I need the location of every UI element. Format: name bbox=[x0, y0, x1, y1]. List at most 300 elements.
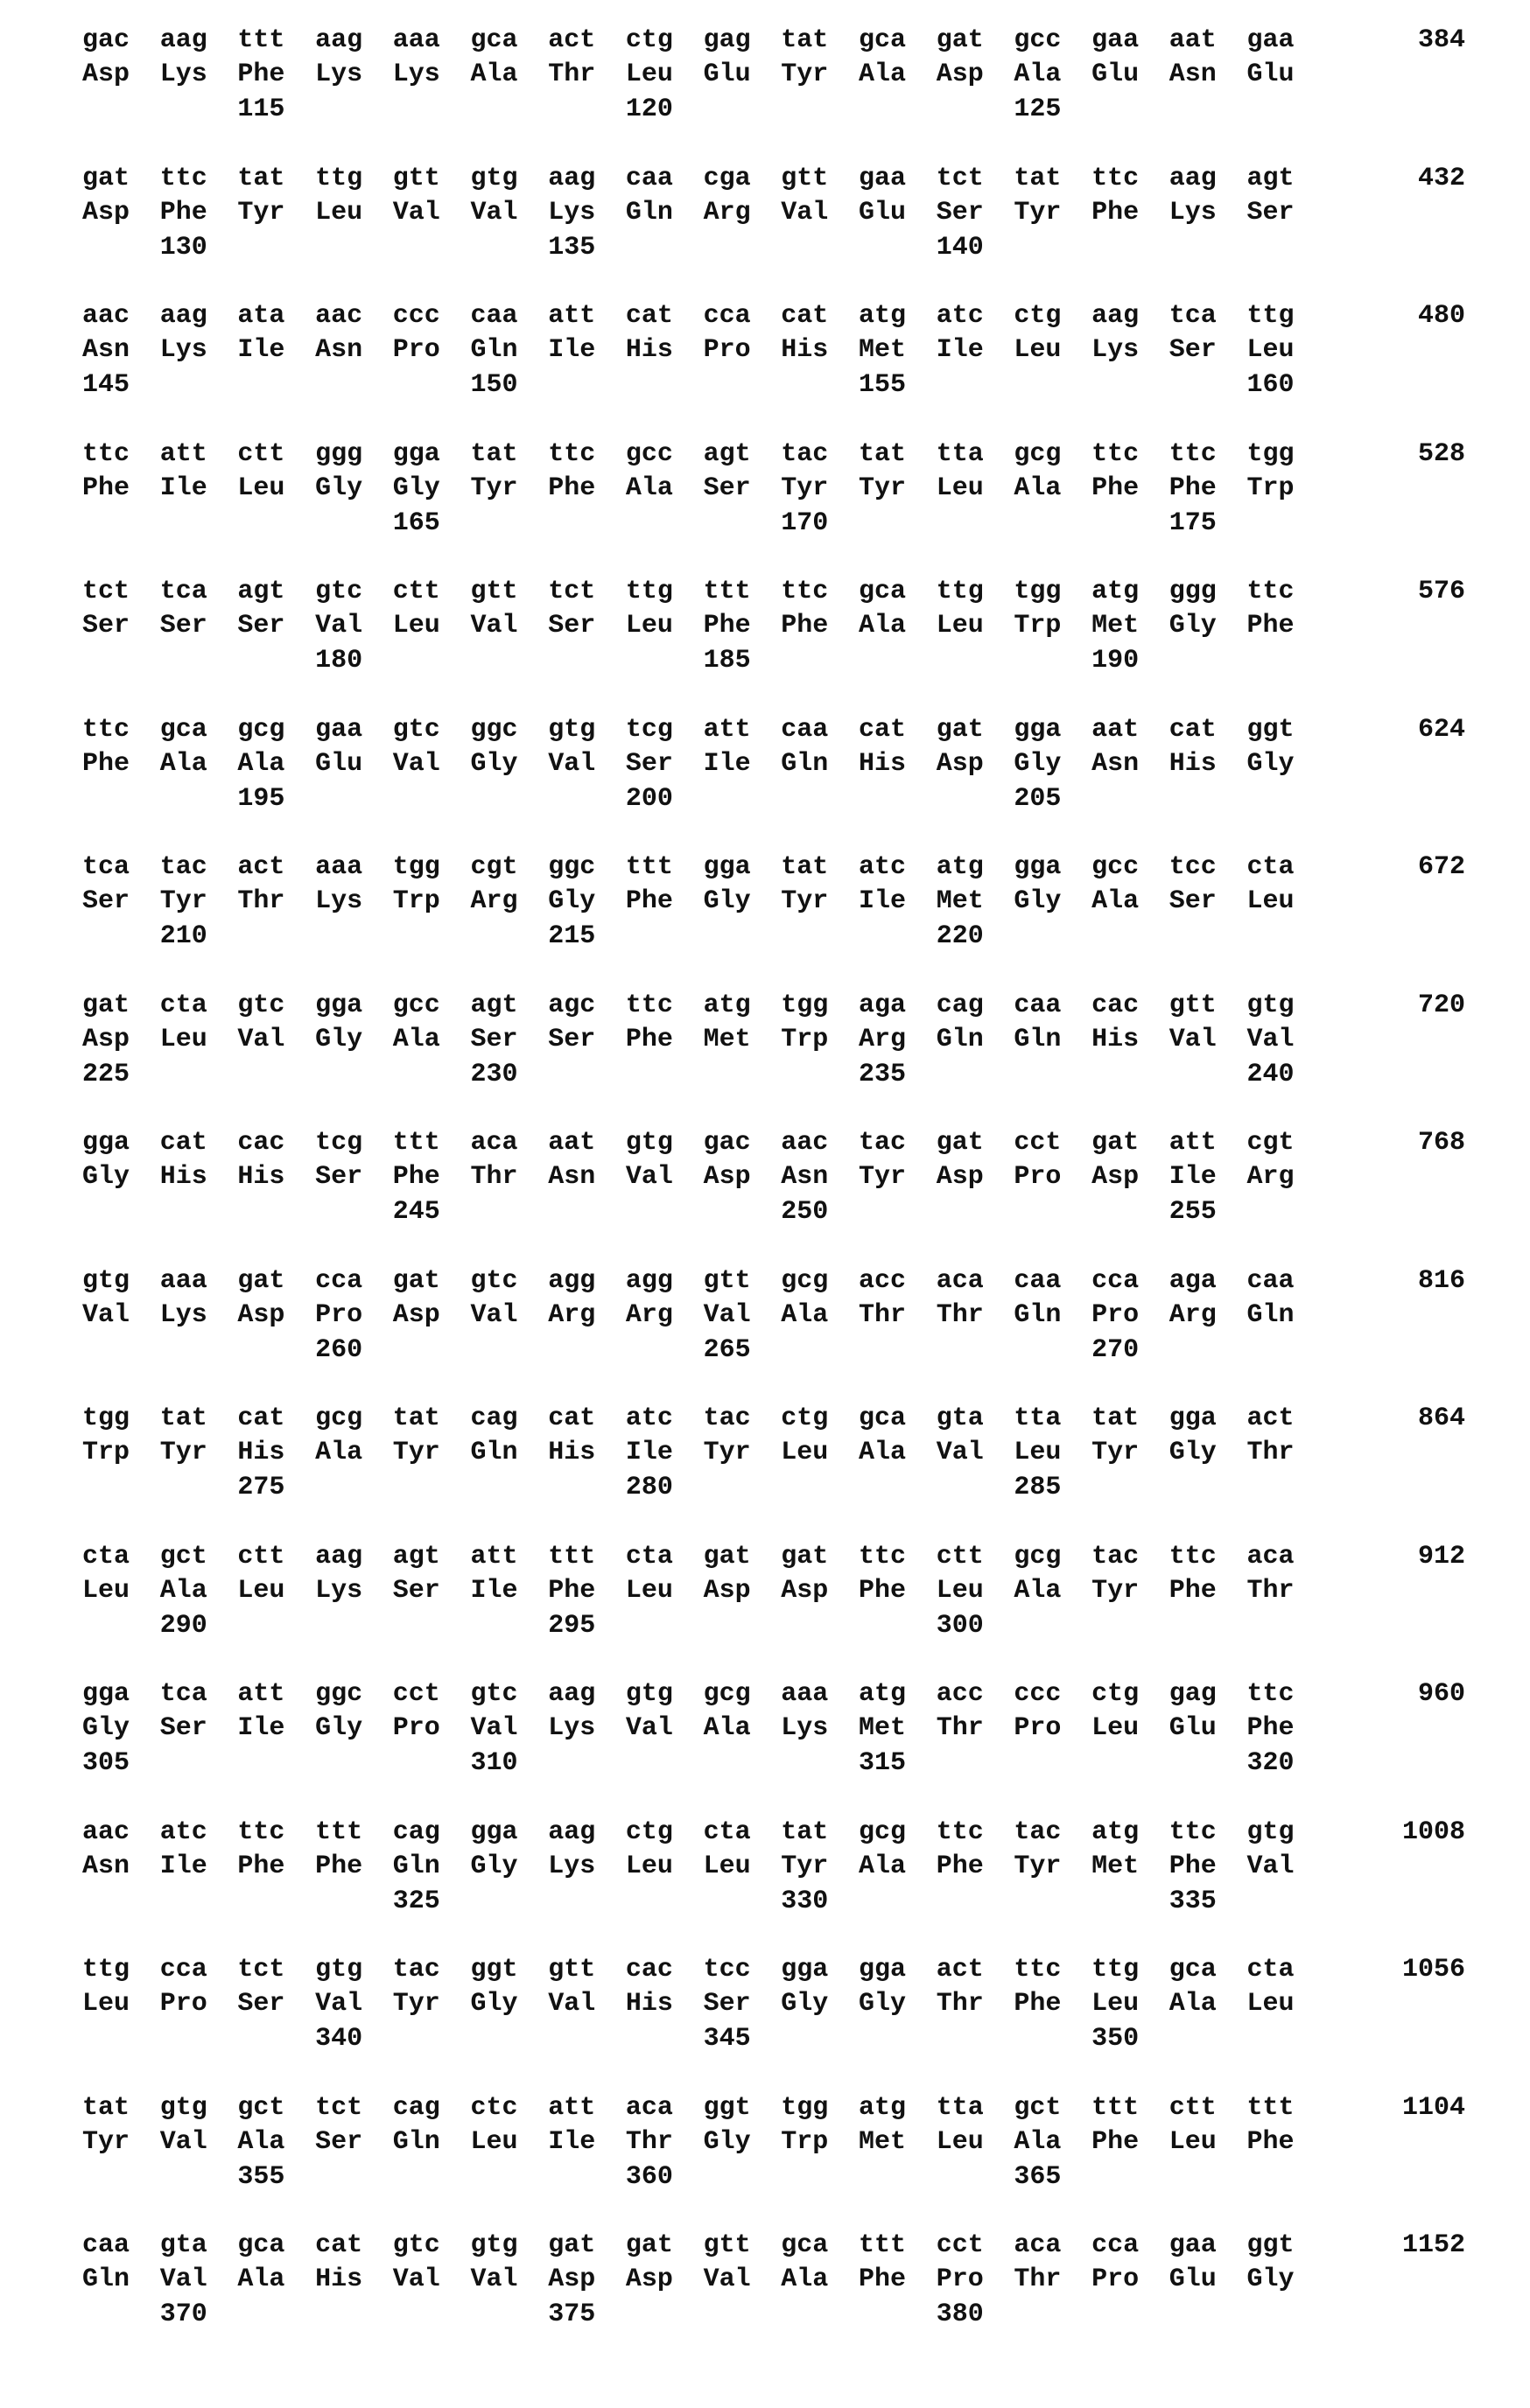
codon: ttc bbox=[82, 438, 130, 469]
amino-acid: Gly bbox=[1014, 886, 1062, 916]
sequence-block bbox=[82, 1127, 1465, 1232]
amino-acid: His bbox=[237, 1438, 285, 1467]
codon: ttt bbox=[859, 2230, 907, 2260]
amino-acid: Gly bbox=[470, 1851, 518, 1881]
amino-acid: Gly bbox=[315, 1713, 363, 1743]
amino-acid: Tyr bbox=[859, 472, 907, 503]
amino-acid: Tyr bbox=[781, 60, 829, 89]
amino-acid: Asp bbox=[936, 60, 984, 89]
amino-acid: Gln bbox=[470, 335, 518, 365]
amino-acid: Gly bbox=[82, 1162, 130, 1192]
codon: tac bbox=[859, 1128, 907, 1158]
nucleotide-row bbox=[82, 2092, 1334, 2124]
amino-acid: Gln bbox=[470, 1438, 518, 1467]
codon: ttc bbox=[625, 990, 673, 1020]
codon: gga bbox=[82, 1679, 130, 1709]
codon: gaa bbox=[1246, 25, 1295, 55]
codon: cta bbox=[1246, 1955, 1295, 1984]
amino-acid: Tyr bbox=[392, 1438, 440, 1467]
amino-acid: Ser bbox=[1169, 886, 1217, 916]
codon: ttc bbox=[1091, 163, 1140, 193]
codon: cct bbox=[1014, 1128, 1062, 1158]
amino-acid: Phe bbox=[1169, 1575, 1217, 1606]
codon: ccc bbox=[392, 301, 440, 331]
codon: gaa bbox=[1091, 25, 1140, 55]
amino-acid: His bbox=[781, 335, 829, 365]
amino-acid: Gly bbox=[703, 2126, 751, 2157]
amino-acid: Thr bbox=[859, 1299, 907, 1330]
residue-number: 325 bbox=[392, 1886, 440, 1916]
amino-acid: Gly bbox=[1246, 748, 1295, 779]
amino-acid: Lys bbox=[392, 60, 440, 89]
codon: tta bbox=[936, 2092, 984, 2123]
codon: gaa bbox=[1169, 2230, 1217, 2260]
residue-number-row bbox=[82, 1196, 1334, 1228]
codon: tct bbox=[237, 1955, 285, 1984]
amino-acid: Tyr bbox=[1014, 197, 1062, 228]
sequence-block bbox=[82, 1265, 1465, 1370]
amino-acid: Val bbox=[237, 1024, 285, 1054]
codon: ttg bbox=[315, 163, 363, 193]
codon: gtt bbox=[548, 1955, 596, 1984]
amino-acid: Glu bbox=[1246, 60, 1295, 89]
codon: ttc bbox=[1246, 577, 1295, 606]
codon: att bbox=[159, 438, 207, 469]
amino-acid: Gln bbox=[1014, 1024, 1062, 1054]
residue-number: 125 bbox=[1014, 94, 1062, 124]
codon: agc bbox=[548, 990, 596, 1020]
amino-acid: Leu bbox=[625, 60, 673, 89]
amino-acid: Phe bbox=[82, 748, 130, 779]
codon: caa bbox=[781, 714, 829, 745]
codon: gag bbox=[1169, 1679, 1217, 1709]
amino-acid: Asp bbox=[237, 1299, 285, 1330]
codon: tca bbox=[82, 852, 130, 882]
residue-number: 135 bbox=[548, 232, 596, 262]
codon: atg bbox=[859, 1679, 907, 1709]
nucleotide-row bbox=[82, 1816, 1334, 1848]
amino-acid: Asn bbox=[1091, 748, 1140, 779]
amino-acid: Lys bbox=[1169, 197, 1217, 228]
codon: cct bbox=[936, 2230, 984, 2260]
codon: ttc bbox=[859, 1541, 907, 1572]
amino-acid: Trp bbox=[1014, 611, 1062, 640]
amino-acid: Ser bbox=[82, 886, 130, 916]
amino-acid: Val bbox=[1169, 1024, 1217, 1054]
residue-number-row bbox=[82, 920, 1334, 952]
amino-acid: Lys bbox=[548, 1713, 596, 1743]
amino-acid: Pro bbox=[1014, 1713, 1062, 1743]
codon: gat bbox=[936, 1128, 984, 1158]
amino-acid: Ser bbox=[625, 748, 673, 779]
codon: tat bbox=[470, 438, 518, 469]
residue-number: 270 bbox=[1091, 1334, 1140, 1365]
codon: ttc bbox=[1169, 1541, 1217, 1572]
residue-number: 215 bbox=[548, 921, 596, 951]
amino-acid: Glu bbox=[315, 748, 363, 779]
codon: ctt bbox=[392, 577, 440, 606]
amino-acid: Lys bbox=[315, 1575, 363, 1606]
codon: atg bbox=[1091, 1816, 1140, 1847]
amino-acid: Ile bbox=[159, 1851, 207, 1881]
codon: gat bbox=[625, 2230, 673, 2260]
residue-number: 205 bbox=[1014, 783, 1062, 814]
codon: ctc bbox=[470, 2092, 518, 2123]
codon: aac bbox=[781, 1128, 829, 1158]
residue-number: 155 bbox=[859, 370, 907, 400]
amino-acid: Pro bbox=[936, 2264, 984, 2294]
codon: ctg bbox=[625, 1816, 673, 1847]
amino-acid: Gln bbox=[1246, 1299, 1295, 1330]
amino-acid: Ser bbox=[1246, 197, 1295, 228]
codon: act bbox=[936, 1955, 984, 1984]
residue-number: 195 bbox=[237, 783, 285, 814]
codon: tac bbox=[159, 852, 207, 882]
codon: aac bbox=[82, 1816, 130, 1847]
codon: ttg bbox=[1091, 1955, 1140, 1984]
codon: cgt bbox=[1246, 1128, 1295, 1158]
codon: gcg bbox=[859, 1816, 907, 1847]
residue-number: 290 bbox=[159, 1610, 207, 1641]
codon: ttc bbox=[237, 1816, 285, 1847]
amino-acid: Ser bbox=[936, 197, 984, 228]
codon: atg bbox=[703, 990, 751, 1020]
nucleotide-row bbox=[82, 438, 1334, 470]
amino-acid: Leu bbox=[703, 1851, 751, 1881]
amino-acid: Asp bbox=[936, 1162, 984, 1192]
amino-acid: Asp bbox=[82, 1024, 130, 1054]
sequence-block bbox=[82, 851, 1465, 956]
codon: tcc bbox=[703, 1955, 751, 1984]
amino-acid: Glu bbox=[703, 60, 751, 89]
codon: gaa bbox=[315, 714, 363, 745]
codon: tac bbox=[1014, 1816, 1062, 1847]
codon: cac bbox=[237, 1128, 285, 1158]
amino-acid: His bbox=[859, 748, 907, 779]
codon: gtg bbox=[1246, 1816, 1295, 1847]
codon: att bbox=[548, 2092, 596, 2123]
codon: tca bbox=[159, 1679, 207, 1709]
codon: gac bbox=[703, 1128, 751, 1158]
amino-acid: Asp bbox=[781, 1575, 829, 1606]
amino-acid: Val bbox=[548, 1989, 596, 2019]
residue-number-row bbox=[82, 369, 1334, 401]
nucleotide-row bbox=[82, 1403, 1334, 1434]
codon: gat bbox=[237, 1265, 285, 1296]
codon: cta bbox=[159, 990, 207, 1020]
amino-acid-row bbox=[82, 1161, 1334, 1193]
codon: act bbox=[548, 25, 596, 55]
nucleotide-row bbox=[82, 24, 1334, 56]
amino-acid: Trp bbox=[82, 1438, 130, 1467]
codon: gat bbox=[1091, 1128, 1140, 1158]
amino-acid: Leu bbox=[1246, 886, 1295, 916]
nucleotide-position-number: 816 bbox=[1417, 1265, 1465, 1296]
codon: ttt bbox=[625, 852, 673, 882]
amino-acid: Tyr bbox=[781, 886, 829, 916]
amino-acid: Phe bbox=[859, 2264, 907, 2294]
residue-number: 370 bbox=[159, 2300, 207, 2329]
codon: ttc bbox=[82, 714, 130, 745]
amino-acid: Val bbox=[625, 1713, 673, 1743]
amino-acid: Leu bbox=[159, 1024, 207, 1054]
residue-number: 305 bbox=[82, 1748, 130, 1778]
codon: atg bbox=[1091, 577, 1140, 606]
amino-acid: Leu bbox=[625, 611, 673, 640]
amino-acid: Arg bbox=[548, 1299, 596, 1330]
amino-acid: Ser bbox=[82, 611, 130, 640]
amino-acid: Ile bbox=[936, 335, 984, 365]
amino-acid: Val bbox=[470, 2264, 518, 2294]
codon: caa bbox=[625, 163, 673, 193]
amino-acid: Gln bbox=[1014, 1299, 1062, 1330]
residue-number: 230 bbox=[470, 1059, 518, 1089]
nucleotide-row bbox=[82, 576, 1334, 607]
codon: tcg bbox=[625, 714, 673, 745]
codon: gga bbox=[1014, 714, 1062, 745]
amino-acid: Thr bbox=[1246, 1438, 1295, 1467]
amino-acid: Leu bbox=[392, 611, 440, 640]
amino-acid: Phe bbox=[1091, 2126, 1140, 2157]
amino-acid: Glu bbox=[1091, 60, 1140, 89]
amino-acid: Ala bbox=[159, 748, 207, 779]
amino-acid: Val bbox=[470, 611, 518, 640]
codon: gga bbox=[82, 1128, 130, 1158]
codon: gtt bbox=[470, 577, 518, 606]
codon: aca bbox=[470, 1128, 518, 1158]
codon: aat bbox=[548, 1128, 596, 1158]
amino-acid: Leu bbox=[1246, 335, 1295, 365]
nucleotide-position-number: 1056 bbox=[1401, 1955, 1465, 1984]
residue-number: 340 bbox=[315, 2024, 363, 2054]
amino-acid: Asp bbox=[703, 1162, 751, 1192]
codon: tat bbox=[392, 1404, 440, 1433]
amino-acid-row bbox=[82, 1851, 1334, 1882]
amino-acid: Leu bbox=[1091, 1713, 1140, 1743]
codon: aat bbox=[1091, 714, 1140, 745]
amino-acid: Pro bbox=[1091, 2264, 1140, 2294]
amino-acid: Tyr bbox=[859, 1162, 907, 1192]
amino-acid: Thr bbox=[548, 60, 596, 89]
nucleotide-row bbox=[82, 990, 1334, 1021]
amino-acid: Trp bbox=[1246, 472, 1295, 503]
residue-number: 200 bbox=[625, 783, 673, 814]
codon: agt bbox=[703, 438, 751, 469]
codon: gtt bbox=[781, 163, 829, 193]
codon: gtt bbox=[392, 163, 440, 193]
amino-acid: Ile bbox=[470, 1575, 518, 1606]
codon: caa bbox=[1246, 1265, 1295, 1296]
amino-acid: Gly bbox=[470, 1989, 518, 2019]
sequence-block bbox=[82, 1678, 1465, 1783]
codon: gga bbox=[859, 1955, 907, 1984]
nucleotide-row bbox=[82, 714, 1334, 746]
codon: agt bbox=[237, 577, 285, 606]
amino-acid: Leu bbox=[470, 2126, 518, 2157]
amino-acid: Val bbox=[703, 2264, 751, 2294]
residue-number-row bbox=[82, 1886, 1334, 1917]
amino-acid: Gly bbox=[703, 886, 751, 916]
nucleotide-position-number: 720 bbox=[1417, 990, 1465, 1020]
sequence-block bbox=[82, 1954, 1465, 2059]
codon: tat bbox=[159, 1404, 207, 1433]
amino-acid: Asn bbox=[781, 1162, 829, 1192]
codon: att bbox=[470, 1541, 518, 1572]
amino-acid: Phe bbox=[859, 1575, 907, 1606]
amino-acid: Val bbox=[159, 2264, 207, 2294]
codon: ctt bbox=[237, 1541, 285, 1572]
codon: ttc bbox=[548, 438, 596, 469]
amino-acid: Glu bbox=[1169, 1713, 1217, 1743]
amino-acid: Phe bbox=[237, 60, 285, 89]
amino-acid: Pro bbox=[159, 1989, 207, 2019]
amino-acid: Ala bbox=[237, 748, 285, 779]
amino-acid: Gly bbox=[1169, 1438, 1217, 1467]
codon: tac bbox=[781, 438, 829, 469]
codon: aga bbox=[1169, 1265, 1217, 1296]
amino-acid-row bbox=[82, 59, 1334, 90]
nucleotide-position-number: 768 bbox=[1417, 1128, 1465, 1158]
amino-acid: Phe bbox=[1169, 472, 1217, 503]
codon: agt bbox=[392, 1541, 440, 1572]
amino-acid: Lys bbox=[548, 197, 596, 228]
codon: gta bbox=[936, 1404, 984, 1433]
amino-acid: Leu bbox=[1014, 1438, 1062, 1467]
codon: tcg bbox=[315, 1128, 363, 1158]
sequence-block bbox=[82, 300, 1465, 405]
amino-acid: Ser bbox=[470, 1024, 518, 1054]
residue-number: 255 bbox=[1169, 1197, 1217, 1227]
codon: gga bbox=[703, 852, 751, 882]
amino-acid: Phe bbox=[1014, 1989, 1062, 2019]
residue-number: 225 bbox=[82, 1059, 130, 1089]
amino-acid: Ser bbox=[703, 472, 751, 503]
residue-number: 115 bbox=[237, 94, 285, 124]
nucleotide-row bbox=[82, 1127, 1334, 1158]
codon: atg bbox=[936, 852, 984, 882]
codon: gca bbox=[859, 577, 907, 606]
residue-number: 210 bbox=[159, 921, 207, 951]
codon: ttc bbox=[1246, 1679, 1295, 1709]
codon: cca bbox=[315, 1265, 363, 1296]
codon: act bbox=[237, 852, 285, 882]
codon: agt bbox=[1246, 163, 1295, 193]
codon: atg bbox=[859, 2092, 907, 2123]
amino-acid: Thr bbox=[936, 1299, 984, 1330]
codon: gcg bbox=[703, 1679, 751, 1709]
codon: tat bbox=[781, 852, 829, 882]
amino-acid: Glu bbox=[1169, 2264, 1217, 2294]
amino-acid: Ser bbox=[237, 1989, 285, 2019]
codon: cat bbox=[548, 1404, 596, 1433]
codon: gca bbox=[237, 2230, 285, 2260]
amino-acid: Asn bbox=[82, 335, 130, 365]
sequence-block bbox=[82, 1541, 1465, 1646]
sequence-block bbox=[82, 24, 1465, 130]
codon: act bbox=[1246, 1404, 1295, 1433]
amino-acid: Phe bbox=[936, 1851, 984, 1881]
residue-number: 120 bbox=[625, 94, 673, 124]
amino-acid: Met bbox=[1091, 1851, 1140, 1881]
amino-acid: His bbox=[237, 1162, 285, 1192]
codon: gtc bbox=[470, 1265, 518, 1296]
codon: att bbox=[548, 301, 596, 331]
codon: aaa bbox=[159, 1265, 207, 1296]
nucleotide-position-number: 1152 bbox=[1401, 2230, 1465, 2260]
amino-acid: Val bbox=[315, 1989, 363, 2019]
amino-acid: Pro bbox=[1014, 1162, 1062, 1192]
residue-number-row bbox=[82, 783, 1334, 815]
residue-number: 310 bbox=[470, 1748, 518, 1778]
amino-acid: Ser bbox=[548, 1024, 596, 1054]
residue-number: 145 bbox=[82, 370, 130, 400]
codon: ggc bbox=[470, 714, 518, 745]
amino-acid: Ile bbox=[703, 748, 751, 779]
nucleotide-row bbox=[82, 2230, 1334, 2261]
codon: gat bbox=[936, 714, 984, 745]
codon: att bbox=[703, 714, 751, 745]
amino-acid: Ile bbox=[237, 335, 285, 365]
amino-acid: Phe bbox=[781, 611, 829, 640]
amino-acid: Val bbox=[392, 2264, 440, 2294]
amino-acid-row bbox=[82, 1299, 1334, 1331]
codon: aca bbox=[1246, 1541, 1295, 1572]
codon: tac bbox=[703, 1404, 751, 1433]
residue-number-row bbox=[82, 1059, 1334, 1090]
codon: cat bbox=[159, 1128, 207, 1158]
codon: gct bbox=[159, 1541, 207, 1572]
amino-acid: Lys bbox=[159, 335, 207, 365]
nucleotide-position-number: 1104 bbox=[1401, 2092, 1465, 2123]
amino-acid: Met bbox=[1091, 611, 1140, 640]
amino-acid: Ile bbox=[625, 1438, 673, 1467]
codon: cca bbox=[1091, 1265, 1140, 1296]
codon: caa bbox=[470, 301, 518, 331]
codon: gat bbox=[82, 163, 130, 193]
codon: gga bbox=[392, 438, 440, 469]
codon: aaa bbox=[315, 852, 363, 882]
codon: gga bbox=[470, 1816, 518, 1847]
codon: tat bbox=[237, 163, 285, 193]
nucleotide-row bbox=[82, 1541, 1334, 1572]
amino-acid: Ile bbox=[159, 472, 207, 503]
residue-number: 245 bbox=[392, 1197, 440, 1227]
amino-acid: His bbox=[159, 1162, 207, 1192]
codon: gac bbox=[82, 25, 130, 55]
codon: ctg bbox=[625, 25, 673, 55]
amino-acid: Gln bbox=[392, 1851, 440, 1881]
residue-number: 345 bbox=[703, 2024, 751, 2054]
amino-acid: Asn bbox=[315, 335, 363, 365]
sequence-block bbox=[82, 1403, 1465, 1508]
nucleotide-position-number: 576 bbox=[1417, 577, 1465, 606]
amino-acid-row bbox=[82, 472, 1334, 504]
codon: cta bbox=[625, 1541, 673, 1572]
amino-acid: Ala bbox=[859, 1438, 907, 1467]
amino-acid: Ser bbox=[315, 2126, 363, 2157]
amino-acid: Val bbox=[470, 197, 518, 228]
codon: gtg bbox=[625, 1679, 673, 1709]
amino-acid: Val bbox=[781, 197, 829, 228]
codon: cat bbox=[625, 301, 673, 331]
amino-acid: Tyr bbox=[781, 472, 829, 503]
amino-acid: Val bbox=[470, 1713, 518, 1743]
amino-acid: Leu bbox=[1246, 1989, 1295, 2019]
codon: cat bbox=[237, 1404, 285, 1433]
codon: ttt bbox=[392, 1128, 440, 1158]
codon: gtg bbox=[470, 163, 518, 193]
amino-acid: Arg bbox=[1169, 1299, 1217, 1330]
